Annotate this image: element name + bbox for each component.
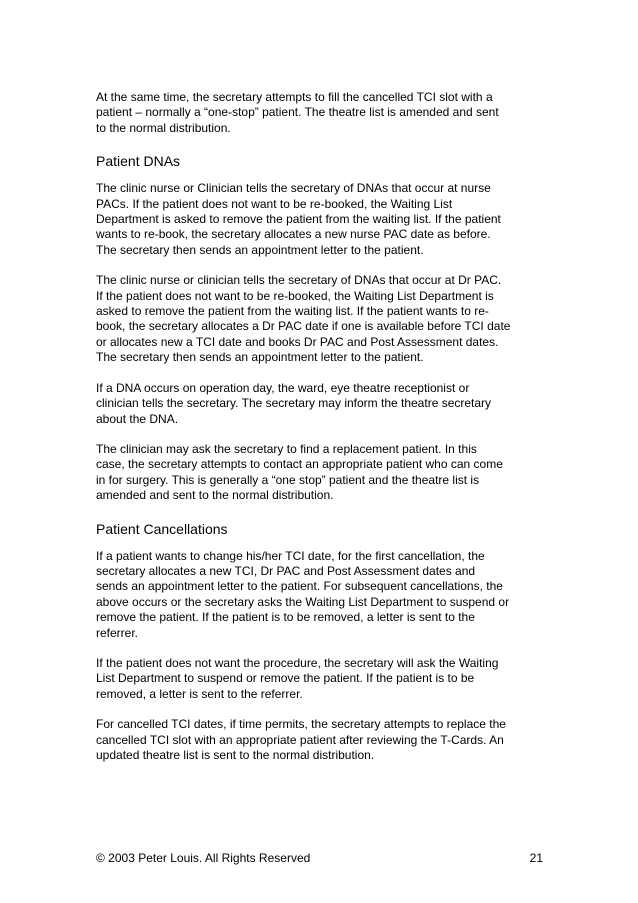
dna-paragraph-3: If a DNA occurs on operation day, the ward, eye theatre receptionist or clinician tells the secretary. The secretary may inform the theatre secretary about the DNA. bbox=[96, 380, 492, 426]
section-heading-patient-cancellations: Patient Cancellations bbox=[96, 520, 228, 537]
intro-paragraph: At the same time, the secretary attempts to fill the cancelled TCI slot with a patient – normally a “one-stop” patient. The theatre list is amended and sent to the normal distribution. bbox=[96, 90, 499, 135]
section-heading-patient-dnas: Patient DNAs bbox=[96, 153, 181, 170]
cancellation-paragraph-2: If the patient does not want the procedure, the secretary will ask the Waiting List Department to suspend or remove the patient. If the patient is to be removed, a letter is sent to the referrer. bbox=[96, 655, 499, 701]
cancellation-paragraph-1: If a patient wants to change his/her TCI date, for the first cancellation, the secretary allocates a new TCI, Dr PAC and Post Assessment dates and sends an appointment letter to the patient. For subsequent cancellations, the above occurs or the secretary asks the Waiting List Department to suspend or remove the patient. If the patient is to be removed, a letter is sent to the referrer. bbox=[96, 548, 510, 640]
page-body bbox=[96, 90, 544, 778]
copyright-notice: © 2003 Peter Louis. All Rights Reserved bbox=[96, 851, 311, 865]
cancellation-paragraph-3: For cancelled TCI dates, if time permits, the secretary attempts to replace the cancelled TCI slot with an appropriate patient after reviewing the T-Cards. An updated theatre list is sent to the normal distribution. bbox=[96, 717, 506, 762]
dna-paragraph-2: The clinic nurse or clinician tells the secretary of DNAs that occur at Dr PAC. If the patient does not want to be re-booked, the Waiting List Department is asked to remove the patient from the waiting list. If the patient wants to re- book, the secretary allocates a Dr PAC date if one is available before TCI date or allocates new a TCI date and books Dr PAC and Post Assessment dates. The secretary then sends an appointment letter to the patient. bbox=[96, 273, 511, 365]
dna-paragraph-1: The clinic nurse or Clinician tells the secretary of DNAs that occur at nurse PACs. If the patient does not want to be re-booked, the Waiting List Department is asked to remove the patient from the waiting list. If the patient wants to re-book, the secretary allocates a new nurse PAC date as before. The secretary then sends an appointment letter to the patient. bbox=[96, 181, 501, 257]
page-number: 21 bbox=[529, 851, 543, 865]
dna-paragraph-4: The clinician may ask the secretary to find a replacement patient. In this case, the secretary attempts to contact an appropriate patient who can come in for surgery. This is generally a “one stop” patient and the theatre list is amended and sent to the normal distribution. bbox=[96, 441, 503, 503]
